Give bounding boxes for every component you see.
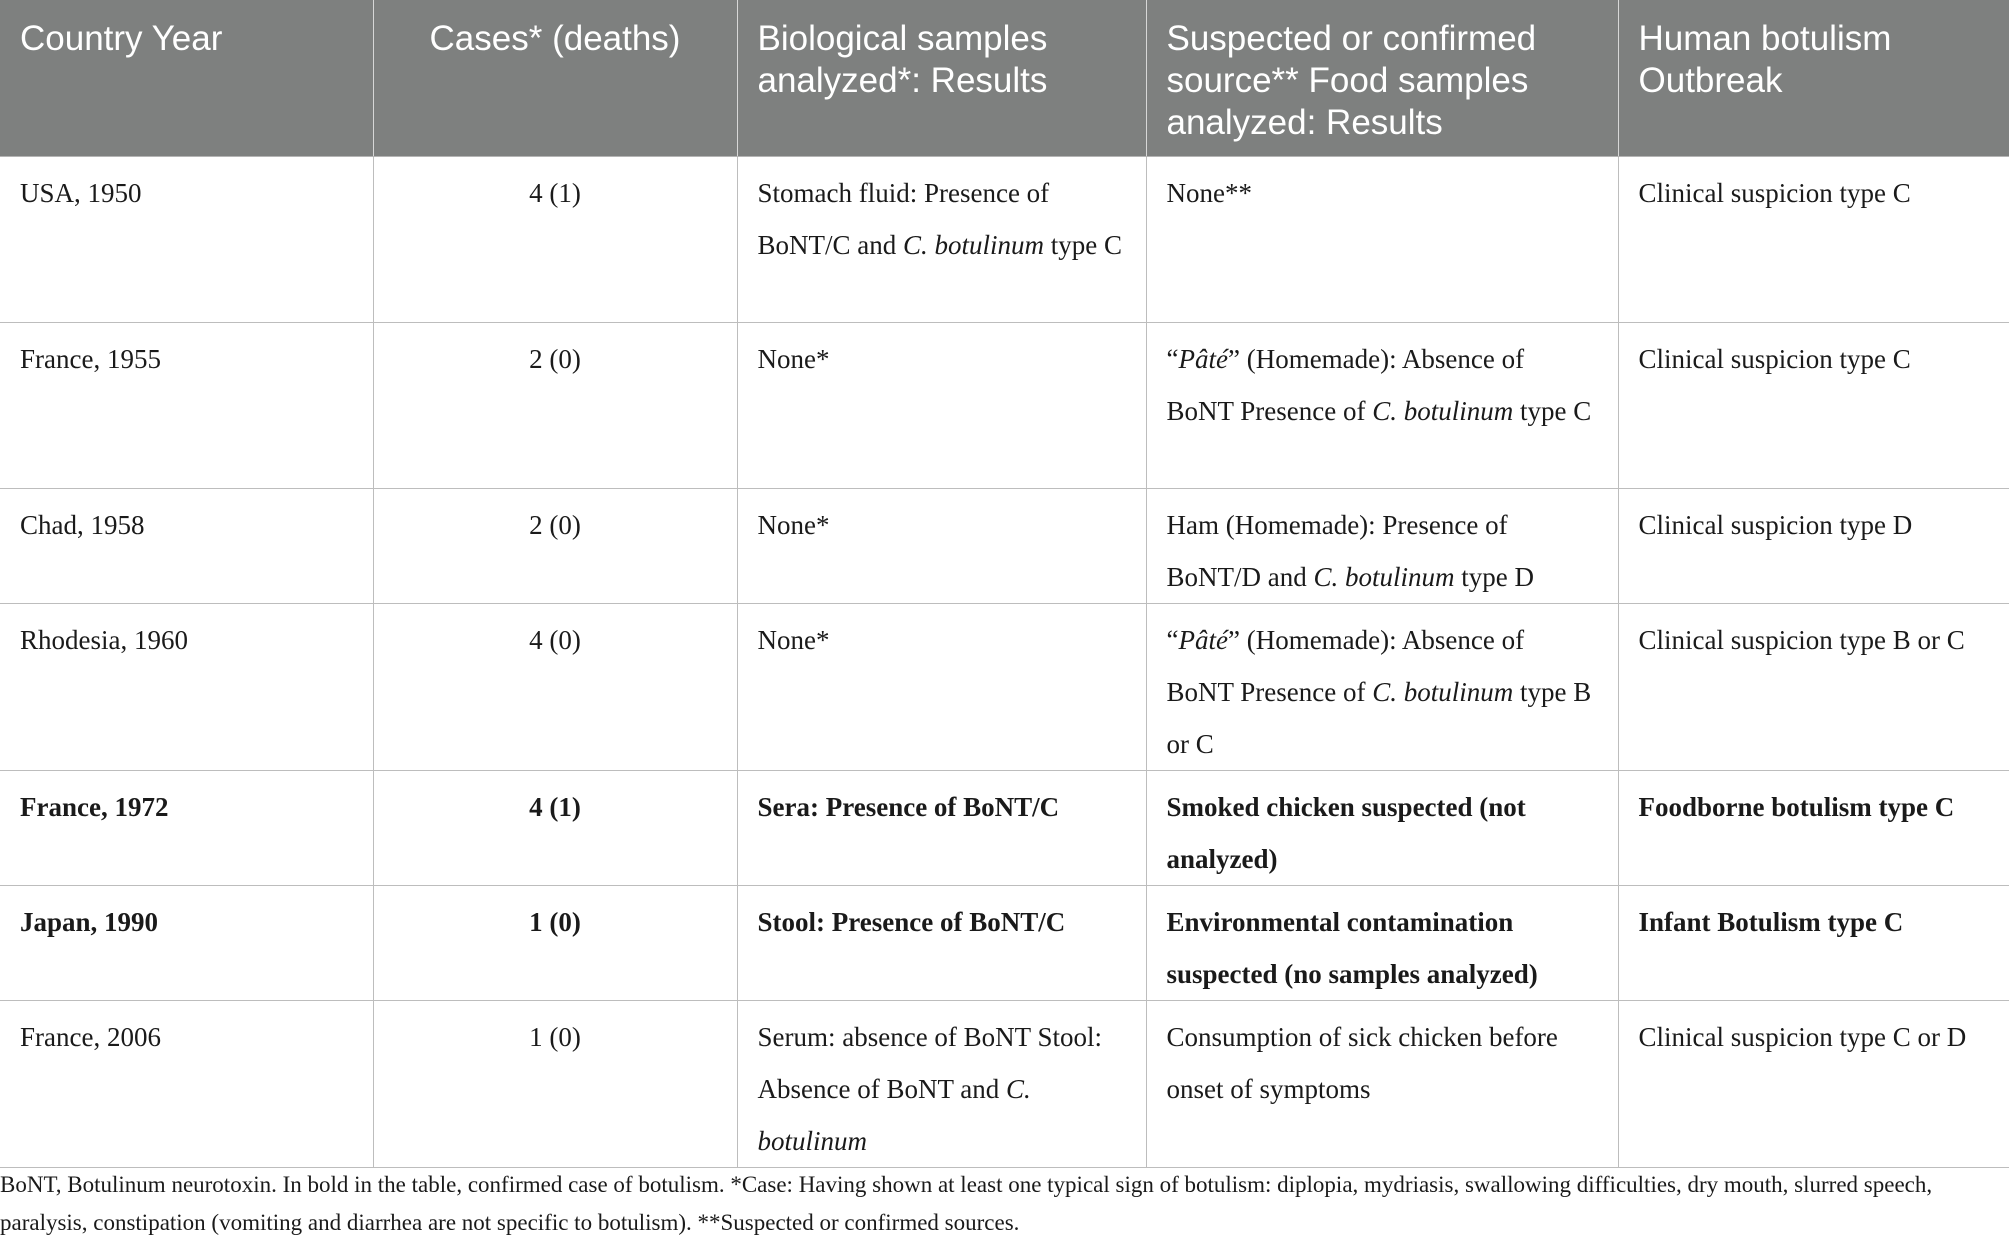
cell-outbreak: Infant Botulism type C — [1618, 885, 2009, 1000]
cell-cases: 2 (0) — [373, 488, 737, 603]
table-row — [0, 603, 2009, 770]
header-cases: Cases* (deaths) — [373, 0, 737, 156]
cell-cases: 1 (0) — [373, 1000, 737, 1167]
header-country-year: Country Year — [0, 0, 373, 156]
text-segment: Sera: Presence of BoNT/C — [757, 791, 1060, 822]
cell-source — [1146, 488, 1618, 603]
cell-biological-samples — [737, 1000, 1146, 1167]
text-segment: type D — [1454, 561, 1534, 592]
cell-country-year: USA, 1950 — [0, 156, 373, 322]
cell-biological-samples — [737, 885, 1146, 1000]
cell-country-year: France, 1972 — [0, 770, 373, 885]
italic-text: Pâté — [1178, 624, 1228, 655]
header-biological-samples: Biological samples analyzed*: Results — [737, 0, 1146, 156]
cell-outbreak: Clinical suspicion type D — [1618, 488, 2009, 603]
italic-text: C. botulinum — [1372, 676, 1514, 707]
cell-cases: 4 (0) — [373, 603, 737, 770]
table-row — [0, 488, 2009, 603]
text-segment: type C — [1044, 229, 1123, 260]
cell-country-year: Chad, 1958 — [0, 488, 373, 603]
table-row — [0, 156, 2009, 322]
cell-biological-samples — [737, 770, 1146, 885]
text-segment: Ham (Homemade): Presence of BoNT/D and — [1166, 509, 1508, 592]
table-body — [0, 156, 2009, 1167]
cell-outbreak: Foodborne botulism type C — [1618, 770, 2009, 885]
cell-country-year: France, 1955 — [0, 322, 373, 488]
table-row — [0, 1000, 2009, 1167]
text-segment: Environmental contamination suspected (no samples analyzed) — [1166, 906, 1538, 989]
header-outbreak: Human botulism Outbreak — [1618, 0, 2009, 156]
cell-cases: 4 (1) — [373, 156, 737, 322]
text-segment: Stool: Presence of BoNT/C — [757, 906, 1066, 937]
cell-biological-samples — [737, 488, 1146, 603]
cell-biological-samples — [737, 603, 1146, 770]
text-segment: Serum: absence of BoNT Stool: Absence of BoNT and — [757, 1021, 1102, 1104]
italic-text: C. botulinum — [1372, 395, 1514, 426]
text-segment: None* — [757, 624, 830, 655]
text-segment: None** — [1166, 177, 1252, 208]
italic-text: C. botulinum — [903, 229, 1045, 260]
italic-text: Pâté — [1178, 343, 1228, 374]
text-segment: type B or C — [1166, 676, 1592, 759]
cell-cases: 4 (1) — [373, 770, 737, 885]
cell-source — [1146, 770, 1618, 885]
cell-source — [1146, 1000, 1618, 1167]
cell-cases: 2 (0) — [373, 322, 737, 488]
cell-outbreak: Clinical suspicion type C — [1618, 322, 2009, 488]
cell-source — [1146, 885, 1618, 1000]
cell-source — [1146, 603, 1618, 770]
cell-source — [1146, 156, 1618, 322]
table-row — [0, 770, 2009, 885]
cell-biological-samples — [737, 156, 1146, 322]
cell-country-year: France, 2006 — [0, 1000, 373, 1167]
italic-text: C. botulinum — [1313, 561, 1455, 592]
table-header-row — [0, 0, 2009, 156]
text-segment: ” (Homemade): Absence of BoNT Presence of — [1166, 624, 1525, 707]
text-segment: Smoked chicken suspected (not analyzed) — [1166, 791, 1526, 874]
table-row — [0, 885, 2009, 1000]
table-footnote: BoNT, Botulinum neurotoxin. In bold in the table, confirmed case of botulism. *Case: Having shown at least one typical sign of botulism: diplopia, mydriasis, swallowing difficulties, dry mouth, slurred speech, paralysis, constipation (vomiting and diarrhea are not specific to botulism). **Suspected or confirmed sources. — [0, 1172, 1933, 1235]
cell-source — [1146, 322, 1618, 488]
table-row — [0, 322, 2009, 488]
cell-outbreak: Clinical suspicion type C or D — [1618, 1000, 2009, 1167]
text-segment: None* — [757, 509, 830, 540]
text-segment: “ — [1166, 343, 1179, 374]
text-segment: ” (Homemade): Absence of BoNT Presence of — [1166, 343, 1525, 426]
italic-text: C. botulinum — [757, 1073, 1031, 1156]
header-source: Suspected or confirmed source** Food samples analyzed: Results — [1146, 0, 1618, 156]
text-segment: “ — [1166, 624, 1179, 655]
cell-biological-samples — [737, 322, 1146, 488]
cell-cases: 1 (0) — [373, 885, 737, 1000]
cell-country-year: Rhodesia, 1960 — [0, 603, 373, 770]
text-segment: None* — [757, 343, 830, 374]
cell-outbreak: Clinical suspicion type B or C — [1618, 603, 2009, 770]
text-segment: type C — [1513, 395, 1592, 426]
cell-country-year: Japan, 1990 — [0, 885, 373, 1000]
text-segment: Stomach fluid: Presence of BoNT/C and — [757, 177, 1050, 260]
cell-outbreak: Clinical suspicion type C — [1618, 156, 2009, 322]
text-segment: Consumption of sick chicken before onset of symptoms — [1166, 1021, 1558, 1104]
